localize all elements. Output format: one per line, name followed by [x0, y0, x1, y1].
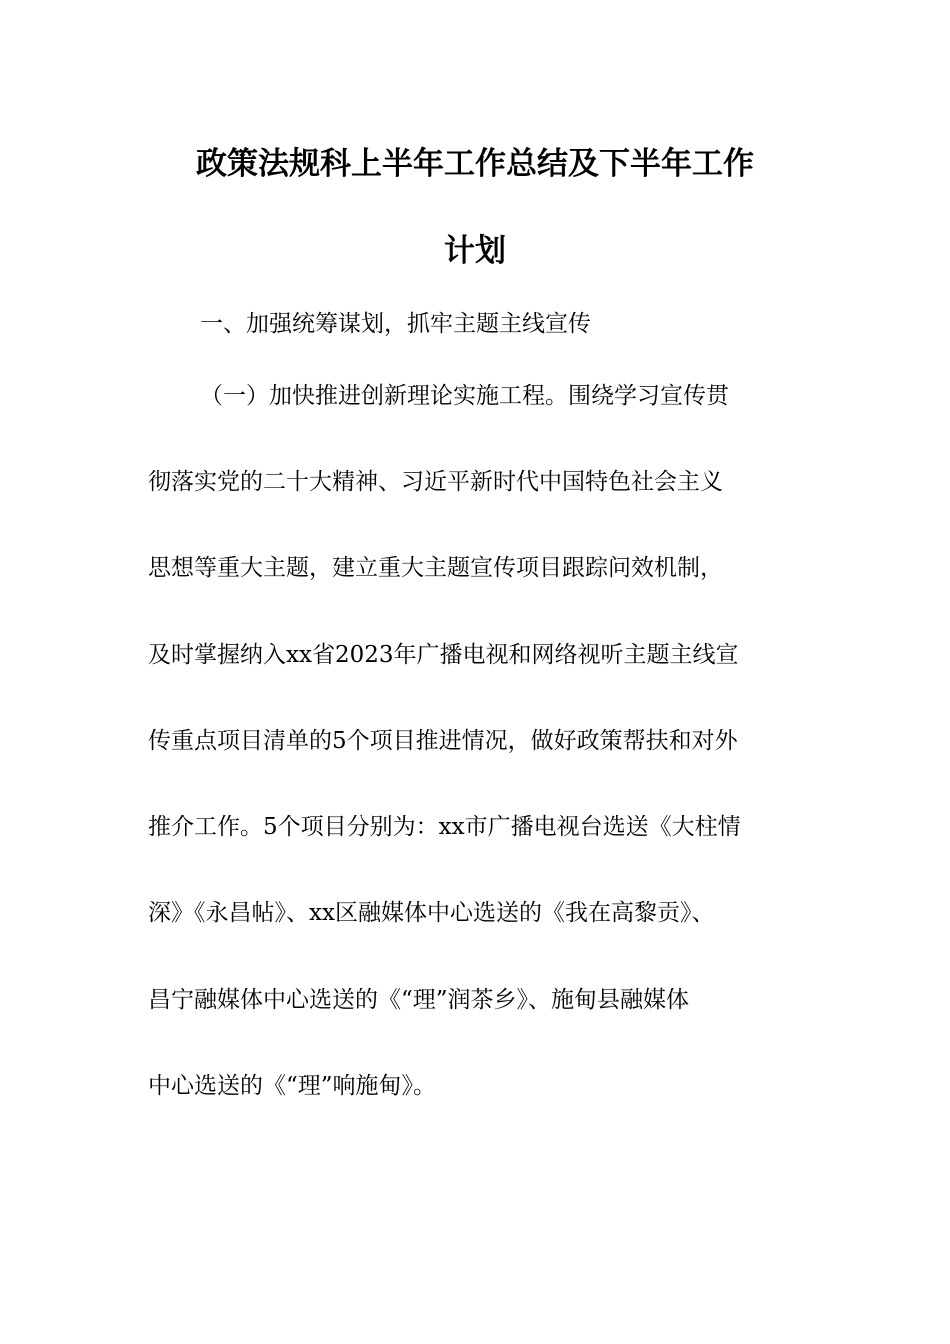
paragraph-line: 昌宁融媒体中心选送的《“理”润茶乡》、施甸县融媒体 — [148, 987, 690, 1013]
paragraph-line: 彻落实党的二十大精神、习近平新时代中国特色社会主义 — [148, 469, 723, 495]
paragraph-line: 及时掌握纳入xx省2023年广播电视和网络视听主题主线宣 — [148, 642, 739, 668]
paragraph-line: 推介工作。5个项目分别为：xx市广播电视台选送《大柱情 — [148, 814, 741, 840]
section-heading: 一、加强统筹谋划，抓牢主题主线宣传 — [200, 311, 591, 337]
paragraph-line: 中心选送的《“理”响施甸》。 — [148, 1073, 437, 1099]
paragraph-line: （一）加快推进创新理论实施工程。围绕学习宣传贯 — [200, 383, 729, 409]
paragraph-line: 深》《永昌帖》、xx区融媒体中心选送的《我在高黎贡》、 — [148, 900, 715, 926]
document-title-line-1: 政策法规科上半年工作总结及下半年工作 — [196, 146, 754, 182]
document-title-line-2: 计划 — [444, 233, 506, 269]
paragraph-line: 传重点项目清单的5个项目推进情况，做好政策帮扶和对外 — [148, 728, 738, 754]
paragraph-line: 思想等重大主题，建立重大主题宣传项目跟踪问效机制， — [148, 555, 723, 581]
